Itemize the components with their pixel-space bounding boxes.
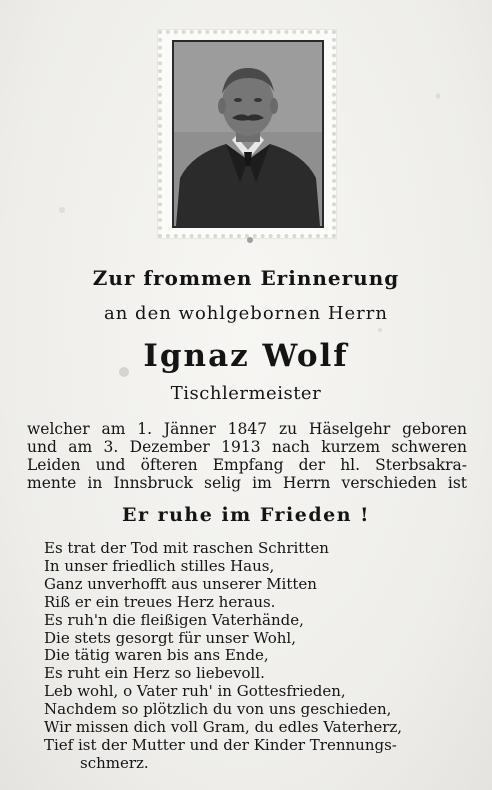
poem-line: Die tätig waren bis ans Ende,	[44, 646, 269, 665]
biography-line: welcher am 1. Jänner 1847 zu Häselgehr geboren	[27, 420, 467, 438]
poem-line: In unser friedlich stilles Haus,	[44, 556, 275, 575]
poem-line: Es ruh'n die fleißigen Vaterhände,	[44, 610, 304, 629]
poem-line: Riß er ein treues Herz heraus.	[44, 592, 276, 611]
deceased-profession: Tischlermeister	[170, 383, 322, 404]
biography-line: mente in Innsbruck selig im Herrn verschieden ist	[27, 474, 467, 492]
poem-line: Tief ist der Mutter und der Kinder Trennungs-	[44, 735, 397, 754]
poem-line: Ganz unverhofft aus unserer Mitten	[44, 574, 317, 593]
poem-line: Nachdem so plötzlich du von uns geschieden,	[44, 700, 392, 719]
rest-in-peace-line: Er ruhe im Frieden !	[122, 504, 370, 526]
memorial-heading: Zur frommen Erinnerung	[92, 266, 400, 290]
poem-line: Die stets gesorgt für unser Wohl,	[44, 628, 296, 647]
poem-line: Wir missen dich voll Gram, du edles Vaterherz,	[44, 718, 403, 737]
poem-line: schmerz.	[80, 753, 149, 772]
biography-line: und am 3. Dezember 1913 nach kurzem schweren	[27, 438, 467, 456]
poem-line: Es trat der Tod mit raschen Schritten	[44, 539, 329, 557]
biography-line: Leiden und öfteren Empfang der hl. Sterbsakra-	[27, 456, 467, 474]
deceased-name: Ignaz Wolf	[143, 338, 349, 374]
memorial-subheading: an den wohlgebornen Herrn	[104, 303, 388, 324]
poem-line: Es ruht ein Herz so liebevoll.	[44, 664, 265, 683]
poem-line: Leb wohl, o Vater ruh' in Gottesfrieden,	[44, 682, 346, 701]
